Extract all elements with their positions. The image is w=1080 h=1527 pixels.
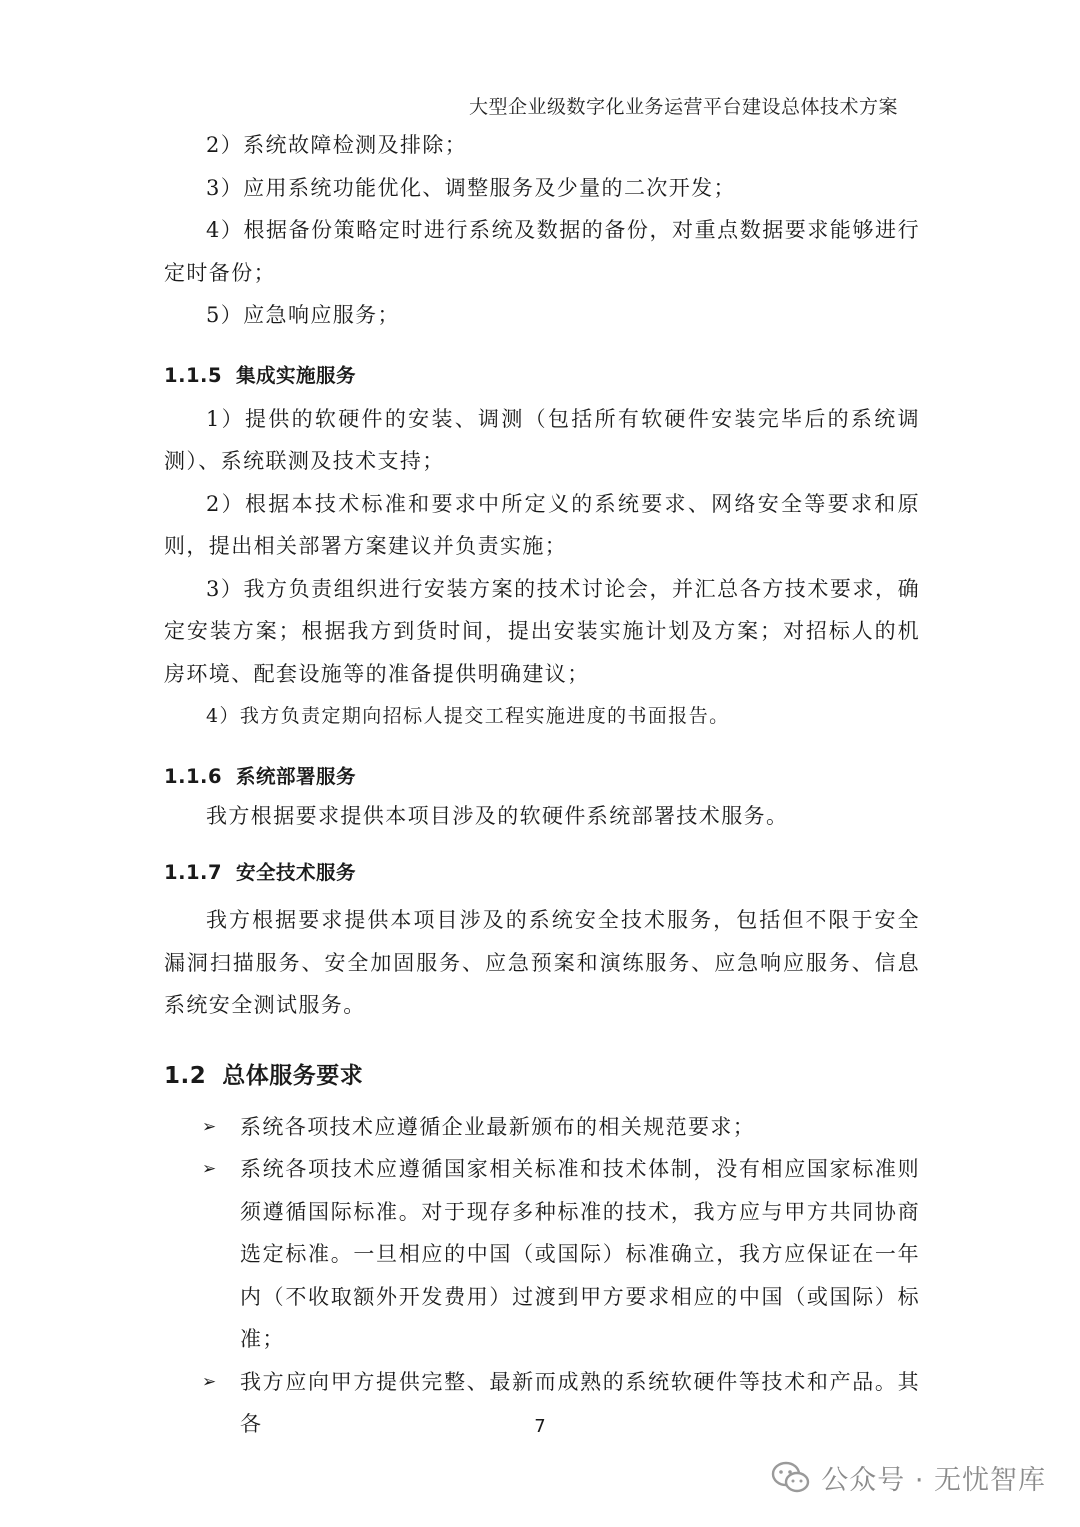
bullet-item: [164, 1106, 920, 1149]
list-item: 3）应用系统功能优化、调整服务及少量的二次开发；: [206, 175, 736, 200]
section-number: 1.1.6: [164, 764, 223, 788]
section-number: 1.1.5: [164, 363, 223, 387]
list-item: 4）我方负责定期向招标人提交工程实施进度的书面报告。: [206, 705, 730, 727]
list-item: 1）提供的软硬件的安装、调测（包括所有软硬件安装完毕后的系统调测）、系统联测及技术支持；: [164, 406, 920, 473]
section-heading-1-1-5: [164, 360, 920, 388]
running-header: 大型企业级数字化业务运营平台建设总体技术方案: [468, 96, 898, 118]
section-number: 1.1.7: [164, 861, 223, 884]
section-heading-1-2: [164, 1057, 920, 1090]
list-item: 2）根据本技术标准和要求中所定义的系统要求、网络安全等要求和原则，提出相关部署方案建议并负责实施；: [164, 491, 920, 558]
section-title: 系统部署服务: [236, 764, 357, 788]
document-body: [164, 124, 920, 1446]
arrow-bullet-icon: ➢: [202, 1159, 218, 1179]
bullet-item: [164, 1148, 920, 1361]
list-item: 5）应急响应服务；: [206, 303, 400, 327]
section-number: 1.2: [164, 1062, 207, 1089]
bullet-text: 我方应向甲方提供完整、最新而成熟的系统软硬件等技术和产品。其各: [240, 1369, 920, 1436]
watermark-text: 公众号 · 无忧智库: [821, 1465, 1046, 1496]
section-heading-1-1-6: [164, 761, 920, 789]
bullet-text: 系统各项技术应遵循国家相关标准和技术体制，没有相应国家标准则须遵循国际标准。对于现存多种标准的技术，我方应与甲方共同协商选定标准。一旦相应的中国（或国际）标准确立，我方应保证在一年内（不收取额外开发费用）过渡到甲方要求相应的中国（或国际）标准；: [240, 1157, 920, 1351]
page-number: 7: [534, 1416, 546, 1437]
list-item: 3）我方负责组织进行安装方案的技术讨论会，并汇总各方技术要求，确定安装方案；根据我方到货时间，提出安装实施计划及方案；对招标人的机房环境、配套设施等的准备提供明确建议；: [164, 576, 920, 686]
wechat-icon: [771, 1461, 811, 1495]
list-item: 2）系统故障检测及排除；: [206, 133, 468, 157]
arrow-bullet-icon: ➢: [202, 1371, 218, 1392]
section-title: 集成实施服务: [236, 363, 357, 387]
section-title: 总体服务要求: [222, 1062, 364, 1089]
section-title: 安全技术服务: [236, 861, 357, 884]
bullet-text: 系统各项技术应遵循企业最新颁布的相关规范要求；: [240, 1114, 756, 1139]
section-heading-1-1-7: [164, 857, 920, 885]
paragraph: 我方根据要求提供本项目涉及的软硬件系统部署技术服务。: [206, 803, 789, 828]
paragraph: 我方根据要求提供本项目涉及的系统安全技术服务，包括但不限于安全漏洞扫描服务、安全加固服务、应急预案和演练服务、应急响应服务、信息系统安全测试服务。: [164, 908, 920, 1017]
watermark: [771, 1458, 1046, 1497]
list-item: 4）根据备份策略定时进行系统及数据的备份，对重点数据要求能够进行定时备份；: [164, 218, 920, 285]
arrow-bullet-icon: ➢: [202, 1116, 218, 1137]
